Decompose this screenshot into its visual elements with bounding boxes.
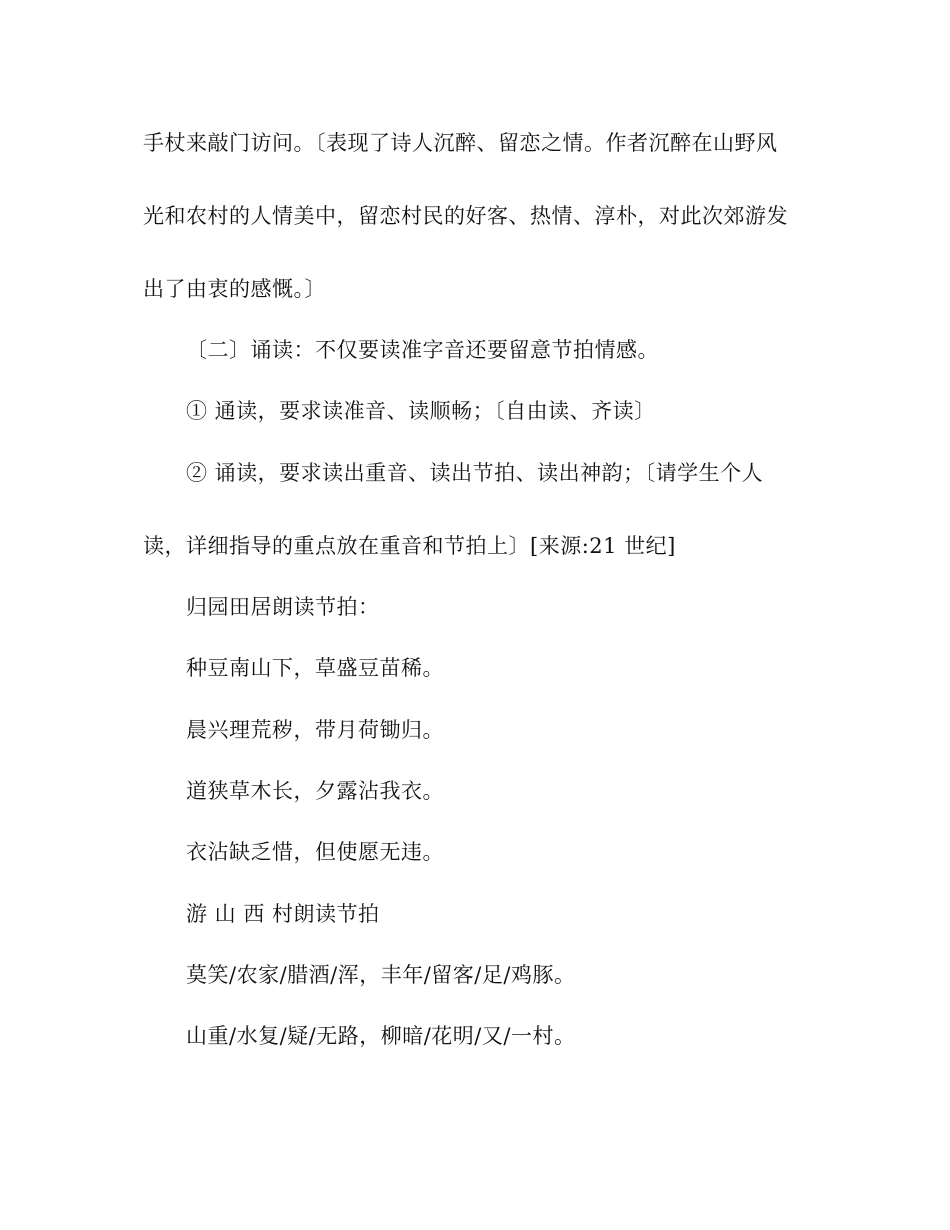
step-1-line: ① 通读，要求读准音、读顺畅；〔自由读、齐读〕 [186,399,656,423]
step-2-continuation: 读，详细指导的重点放在重音和节拍上〕[来源:21 世纪] [143,534,676,558]
paragraph-line-1: 手杖来敲门访问。〔表现了诗人沉醉、留恋之情。作者沉醉在山野风 [143,131,778,155]
step-2-line: ② 诵读，要求读出重音、读出节拍、读出神韵；〔请学生个人 [186,461,764,485]
poem-1-verse-1: 种豆南山下，草盛豆苗稀。 [186,656,444,680]
section-heading-recitation: 〔二〕诵读：不仅要读准字音还要留意节拍情感。 [186,338,659,362]
poem-2-verse-1: 莫笑/农家/腊酒/浑，丰年/留客/足/鸡豚。 [186,963,576,987]
poem-1-verse-2: 晨兴理荒秽，带月荷锄归。 [186,718,444,742]
poem-2-verse-2: 山重/水复/疑/无路，柳暗/花明/又/一村。 [186,1024,576,1048]
paragraph-line-2: 光和农村的人情美中，留恋村民的好客、热情、淳朴，对此次郊游发 [143,204,788,228]
poem-1-title: 归园田居朗读节拍： [186,595,380,619]
poem-1-verse-4: 衣沾缺乏惜，但使愿无违。 [186,840,444,864]
poem-2-title: 游 山 西 村朗读节拍 [186,902,380,926]
paragraph-line-3: 出了由衷的感慨。〕 [143,277,326,301]
poem-1-verse-3: 道狭草木长，夕露沾我衣。 [186,779,444,803]
